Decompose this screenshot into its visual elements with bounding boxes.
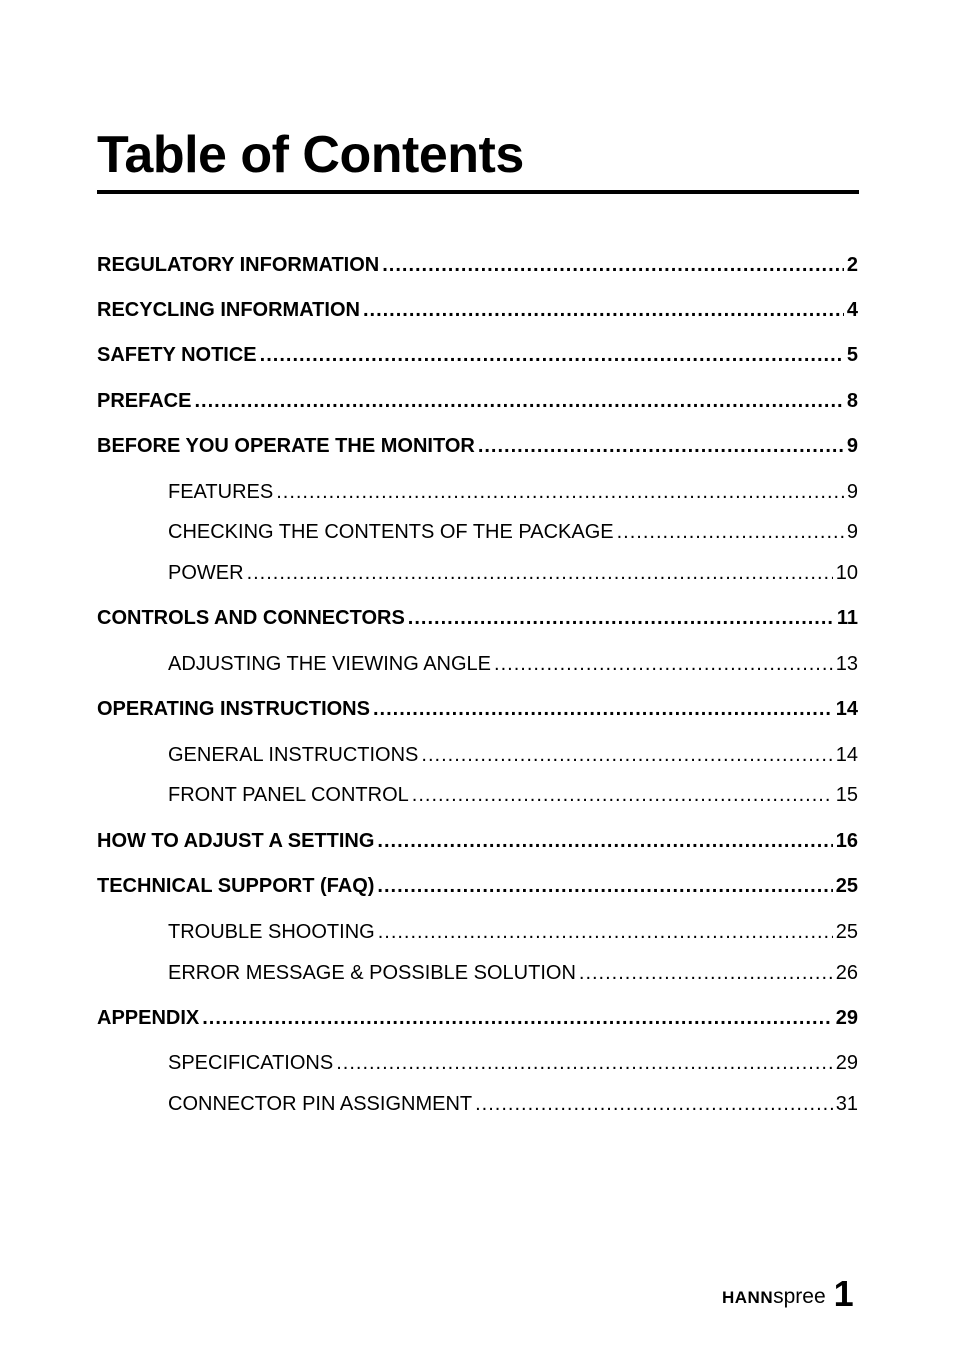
dot-leader xyxy=(377,873,832,899)
toc-entry[interactable] xyxy=(97,433,858,459)
toc-entry-page: 29 xyxy=(835,1052,858,1074)
toc-entry-label: OPERATING INSTRUCTIONS xyxy=(97,698,370,720)
toc-entry[interactable] xyxy=(97,252,858,278)
toc-entry[interactable] xyxy=(97,873,858,899)
toc-entry-label: SAFETY NOTICE xyxy=(97,344,257,366)
toc-entry-label: CHECKING THE CONTENTS OF THE PACKAGE xyxy=(168,521,614,543)
toc-entry[interactable] xyxy=(97,342,858,368)
toc-entry-label: CONTROLS AND CONNECTORS xyxy=(97,607,405,629)
dot-leader xyxy=(247,560,833,586)
toc-entry[interactable] xyxy=(97,696,858,722)
toc-entry-page: 2 xyxy=(846,254,858,276)
toc-entry-label: APPENDIX xyxy=(97,1007,200,1029)
brand-logo-regular: spree xyxy=(773,1285,826,1308)
toc-entry-page: 29 xyxy=(835,1007,858,1029)
dot-leader xyxy=(202,1005,833,1031)
brand-logo-bold: HANN xyxy=(722,1288,774,1307)
dot-leader xyxy=(475,1091,833,1117)
dot-leader xyxy=(260,342,844,368)
dot-leader xyxy=(378,919,833,945)
toc-entry-label: HOW TO ADJUST A SETTING xyxy=(97,830,375,852)
page-footer xyxy=(722,1270,854,1314)
dot-leader xyxy=(494,651,833,677)
toc-subentry[interactable] xyxy=(168,560,858,586)
dot-leader xyxy=(478,433,844,459)
dot-leader xyxy=(377,828,832,854)
toc-subentry[interactable] xyxy=(168,742,858,768)
toc-entry-page: 16 xyxy=(835,830,858,852)
toc-entry-label: TECHNICAL SUPPORT (FAQ) xyxy=(97,875,375,897)
dot-leader xyxy=(412,782,833,808)
toc-entry-page: 4 xyxy=(846,299,858,321)
toc-entry-page: 8 xyxy=(846,390,858,412)
toc-entry[interactable] xyxy=(97,388,858,414)
toc-entry-page: 14 xyxy=(835,698,858,720)
dot-leader xyxy=(336,1050,833,1076)
page-number: 1 xyxy=(833,1273,854,1314)
toc-subentry[interactable] xyxy=(168,479,858,505)
dot-leader xyxy=(617,519,844,545)
toc-entry-label: RECYCLING INFORMATION xyxy=(97,299,360,321)
toc-entry-label: PREFACE xyxy=(97,390,192,412)
toc-entry-page: 25 xyxy=(835,921,858,943)
dot-leader xyxy=(421,742,832,768)
toc-entry-page: 9 xyxy=(846,435,858,457)
toc-subentry[interactable] xyxy=(168,1050,858,1076)
dot-leader xyxy=(408,605,834,631)
toc-entry[interactable] xyxy=(97,1005,858,1031)
toc-subentry[interactable] xyxy=(168,1091,858,1117)
toc-entry-page: 9 xyxy=(846,521,858,543)
dot-leader xyxy=(382,252,844,278)
toc-entry-page: 31 xyxy=(835,1093,858,1115)
dot-leader xyxy=(194,388,843,414)
toc-entry-page: 25 xyxy=(835,875,858,897)
toc-entry-page: 10 xyxy=(835,562,858,584)
toc-entry-page: 14 xyxy=(835,744,858,766)
toc-subentry[interactable] xyxy=(168,651,858,677)
toc-entry-label: ADJUSTING THE VIEWING ANGLE xyxy=(168,653,492,675)
toc-entry-page: 15 xyxy=(835,784,858,806)
toc-entry-label: REGULATORY INFORMATION xyxy=(97,254,380,276)
dot-leader xyxy=(373,696,833,722)
toc-entry-page: 26 xyxy=(835,962,858,984)
toc-entry-label: SPECIFICATIONS xyxy=(168,1052,334,1074)
toc-subentry[interactable] xyxy=(168,960,858,986)
toc-entry-label: POWER xyxy=(168,562,244,584)
toc-entry[interactable] xyxy=(97,828,858,854)
toc-entry-page: 9 xyxy=(846,481,858,503)
toc-entry[interactable] xyxy=(97,297,858,323)
dot-leader xyxy=(363,297,844,323)
toc-entry-label: FEATURES xyxy=(168,481,274,503)
toc-entry-page: 5 xyxy=(846,344,858,366)
toc-entry-label: BEFORE YOU OPERATE THE MONITOR xyxy=(97,435,475,457)
brand-logo xyxy=(722,1283,826,1314)
toc-entry-page: 11 xyxy=(836,607,858,629)
dot-leader xyxy=(276,479,844,505)
toc-entry[interactable] xyxy=(97,605,858,631)
dot-leader xyxy=(579,960,833,986)
toc-entry-label: CONNECTOR PIN ASSIGNMENT xyxy=(168,1093,473,1115)
toc-subentry[interactable] xyxy=(168,919,858,945)
toc-entry-label: GENERAL INSTRUCTIONS xyxy=(168,744,419,766)
toc-entry-page: 13 xyxy=(835,653,858,675)
toc-subentry[interactable] xyxy=(168,519,858,545)
toc-entry-label: TROUBLE SHOOTING xyxy=(168,921,375,943)
page-title: Table of Contents xyxy=(97,126,524,184)
toc-entry-label: FRONT PANEL CONTROL xyxy=(168,784,409,806)
toc-subentry[interactable] xyxy=(168,782,858,808)
toc-entry-label: ERROR MESSAGE & POSSIBLE SOLUTION xyxy=(168,962,576,984)
